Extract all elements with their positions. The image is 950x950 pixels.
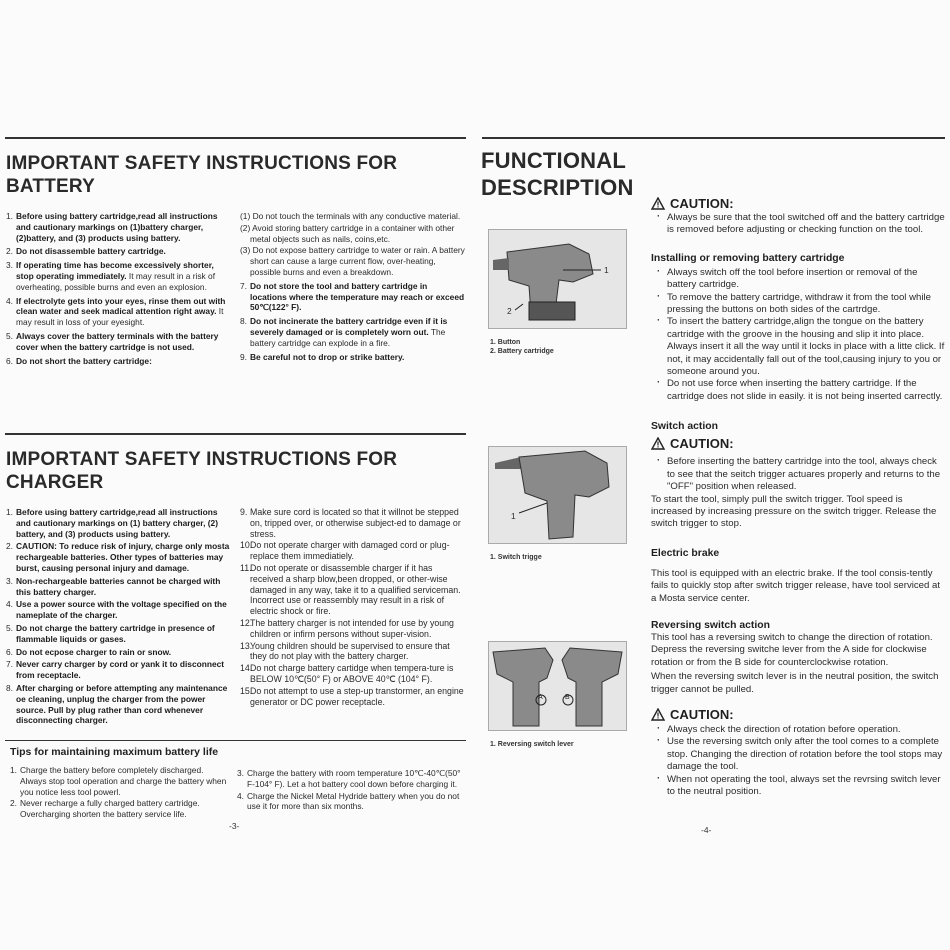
item-text: Never carry charger by cord or yank it to disconnect from receptacle.	[16, 659, 225, 681]
list-item	[6, 647, 230, 658]
bullet-item: · Do not use force when inserting the battery cartridge. If the cartridge does not slide in easily. it is not being inserted carrectly.	[651, 378, 945, 403]
item-number: 13.	[240, 640, 253, 651]
charger-rule	[5, 433, 466, 435]
list-item	[237, 768, 463, 790]
caution3-list	[651, 724, 945, 798]
fig3-caption: 1. Reversing switch lever	[490, 741, 574, 748]
fig2-label-1: 1	[511, 511, 516, 521]
bullet-item: · Always switch off the tool before insertion or removal of the battery cartridge.	[651, 267, 945, 292]
caution1-list	[651, 212, 945, 237]
item-text: Use a power source with the voltage specified on the nameplate of the charger.	[16, 599, 227, 621]
item-text: Do not operate or disassemble charger if it has received a sharp blow,been dropped, or other-wise damaged in any way, take it to a qualified serviceman. Incorrect use or reassembly may result in a risk of electric shock or fire.	[250, 562, 461, 617]
top-rule-right	[482, 137, 945, 139]
bullet-item: · To remove the battery cartridge, withdraw it from the tool while pressing the buttons on both sides of the cartrdge.	[651, 292, 945, 317]
warning-triangle-icon	[651, 708, 665, 721]
item-number: 4.	[6, 599, 13, 610]
list-item	[6, 683, 230, 726]
list-item	[10, 798, 230, 820]
list-item	[6, 356, 230, 367]
reverse-text-2: When the reversing switch lever is in the neutral position, the switch trigger cannot be pulled.	[651, 671, 939, 695]
list-item	[6, 296, 230, 328]
tips-col2	[237, 768, 463, 813]
battery-col2	[240, 211, 466, 365]
item-text: The battery charger is not intended for use by young children or infirm persons without super-vision.	[250, 617, 454, 639]
functional-title-line1: FUNCTIONAL	[481, 148, 626, 173]
item-text: Charge the Nickel Metal Hydride battery when you do not use it for more than six months.	[247, 790, 460, 812]
install-list	[651, 267, 945, 403]
item-text: Charge the battery before completely discharged. Always stop tool operation and charge the battery when you notice less tool powerl.	[20, 765, 227, 797]
list-item	[6, 211, 230, 243]
figure-reversing-switch	[488, 641, 627, 731]
bullet-item: · To insert the battery cartridge,align the tongue on the battery cartridge with the groove in the housing and slip it into place. Always insert it all the way until it locks in place with a litte click. If not, it may accidentally fall out of the tool,causing injury to you or someone around you.	[651, 316, 945, 378]
item-text: Always cover the battery terminals with the battery cover when the battery cartridge is not used.	[16, 330, 219, 352]
item-text: Make sure cord is located so that it willnot be stepped on, tripped over, or otherwise subject-ed to damage or stress.	[250, 507, 461, 539]
item-text: Do not short the battery cartridge:	[16, 355, 152, 366]
item-text: After charging or before attempting any maintenance oe cleaning, unplug the charger from the power source. Pull by plug rather than cord whenever disconnecting charger.	[16, 682, 228, 726]
caution-heading-3	[651, 707, 945, 722]
item-number: 4.	[6, 295, 13, 306]
item-text: Before using battery cartridge,read all instructions and cautionary markings on (1)battery charger, (2)battery, and (3) products using battery.	[16, 211, 218, 243]
item-number: 1.	[6, 211, 13, 221]
top-rule-left	[5, 137, 466, 139]
item-text: Charge the battery with room temperature 10℃-40℃(50° F-104° F). Let a hot battery cool down before charging it.	[247, 768, 461, 789]
item-number: 10.	[240, 540, 253, 551]
item-number: 7.	[6, 659, 13, 670]
item-text: Never recharge a fully charged battery cartridge. Overcharging shorten the battery service life.	[20, 798, 200, 820]
list-item	[10, 765, 230, 797]
drill-illustration-2	[489, 447, 626, 543]
list-item	[6, 599, 230, 621]
item-number: 3.	[237, 768, 244, 778]
charger-col2	[240, 507, 466, 708]
warning-triangle-icon	[651, 437, 665, 450]
list-item	[240, 352, 466, 363]
item-number: 2.	[10, 798, 17, 809]
functional-title-line2: DESCRIPTION	[481, 175, 634, 200]
fig1-caption-2: 2. Battery cartridge	[490, 348, 554, 355]
list-item	[237, 791, 463, 813]
item-number: 8.	[240, 316, 247, 327]
bullet-item: · Always check the direction of rotation before operation.	[651, 724, 945, 736]
item-number: 9.	[240, 351, 247, 362]
fig1-label-2: 2	[507, 306, 512, 316]
caution-label-1: CAUTION:	[670, 196, 734, 211]
list-item	[6, 541, 230, 573]
item-number: 1.	[10, 765, 17, 775]
item-text: If electrolyte gets into your eyes, rinse them out with clean water and seek madical attention right away.	[16, 295, 226, 317]
item-number: 5.	[6, 622, 13, 633]
caution-label-3: CAUTION:	[670, 706, 734, 722]
list-item	[240, 663, 466, 685]
charger-title-line2: CHARGER	[6, 472, 104, 493]
battery-title-line1: IMPORTANT SAFETY INSTRUCTIONS FOR	[6, 153, 398, 174]
charger-title	[6, 448, 466, 494]
list-item	[240, 281, 466, 313]
charger-title-line1: IMPORTANT SAFETY INSTRUCTIONS FOR	[6, 449, 398, 470]
caution-heading-1	[651, 196, 945, 211]
item-text: Do not ecpose charger to rain or snow.	[16, 646, 172, 657]
item-number: 3.	[6, 260, 13, 271]
list-item	[6, 576, 230, 598]
item-number: 11.	[240, 562, 252, 573]
item-note: It may result in loss of your eyesight.	[16, 306, 224, 328]
figure-switch-trigger	[488, 446, 627, 544]
fig1-label-1: 1	[604, 265, 609, 275]
list-item	[6, 331, 230, 353]
list-item	[240, 507, 466, 539]
item-text: Do not disassemble battery cartridge.	[16, 246, 166, 257]
item-text: Do not store the tool and battery cartridge in locations where the temperature may reach or exceed 50℃(122° F).	[250, 280, 465, 313]
sub-item: (1) Do not touch the terminals with any conductive material.	[240, 211, 461, 221]
battery-col1	[6, 211, 230, 369]
list-item	[240, 618, 466, 640]
bullet-item: · Before inserting the battery cartridge into the tool, always check to see that the seitch trigger actuares properly and returns to the "OFF" position when released.	[651, 456, 945, 493]
item-number: 14.	[240, 663, 253, 674]
list-item	[6, 507, 230, 539]
caution-label-2: CAUTION:	[670, 436, 734, 452]
caution-heading-2	[651, 436, 945, 451]
item-number: 5.	[6, 330, 13, 341]
bullet-item: · When not operating the tool, always set the revrsing switch lever to the neutral position.	[651, 774, 945, 799]
item-number: 15.	[240, 685, 253, 696]
item-text: Before using battery cartridge,read all instructions and cautionary markings on (1) battery charger, (2) battery, and (3) products using battery.	[16, 507, 218, 539]
item-text: Be careful not to drop or strike battery.	[250, 351, 405, 362]
list-item	[240, 641, 466, 663]
warning-triangle-icon	[651, 197, 665, 210]
battery-title-line2: BATTERY	[6, 176, 96, 197]
list-item	[240, 540, 466, 562]
item-number: 2.	[6, 541, 13, 552]
item-number: 4.	[237, 790, 244, 801]
reverse-text-1: This tool has a reversing switch to change the direction of rotation. Depress the reversing switche lever from the A side for clockwise rotation or from the B side for counterclockwise rotation.	[651, 631, 933, 668]
reverse-title: Reversing switch action	[651, 619, 770, 631]
item-note: It may result in a risk of overheating, possible burns and even an explosion.	[16, 270, 216, 292]
install-title: Installing or removing battery cartridge	[651, 252, 845, 264]
charger-col1	[6, 507, 230, 728]
bullet-item: · Use the reversing switch only after the tool comes to a complete stop. Changing the direction of rotation before the tool stops may damage the tool.	[651, 736, 945, 773]
fig3-label-B: B	[565, 694, 570, 701]
tips-rule	[5, 740, 466, 741]
battery-col2-numbered	[240, 281, 466, 363]
drill-illustration-3	[489, 642, 626, 730]
functional-title	[481, 147, 634, 201]
list-item	[240, 686, 466, 708]
tips-col1	[10, 765, 230, 821]
battery-title	[6, 152, 466, 198]
list-item	[6, 246, 230, 257]
item-text: Young children should be supervised to ensure that they do not play with the battery charger.	[250, 640, 450, 662]
page-number-left: -3-	[229, 821, 240, 831]
switch-text: To start the tool, simply pull the switch trigger. Tool speed is increased by increasing pressure on the switch trigger. Release the switch trigger to stop.	[651, 493, 937, 530]
fig1-caption-1: 1. Button	[490, 339, 521, 346]
item-text: CAUTION: To reduce risk of injury, charge only mosta rechargeable batteries. Other types of batteries may burst, causing personal injury and damage.	[16, 541, 230, 573]
item-number: 3.	[6, 575, 13, 586]
fig3-label-A: A	[538, 694, 543, 701]
item-number: 2.	[6, 246, 13, 257]
figure-battery-cartridge	[488, 229, 627, 329]
tips-title: Tips for maintaining maximum battery life	[10, 746, 219, 758]
item-text: Do not charge the battery cartridge in presence of flammable liquids or gases.	[16, 622, 215, 644]
list-item	[6, 659, 230, 681]
list-item	[6, 623, 230, 645]
item-number: 9.	[240, 507, 248, 517]
item-number: 7.	[240, 280, 247, 291]
switch-title: Switch action	[651, 421, 718, 433]
right-column	[651, 196, 945, 798]
sub-item: (2) Avoid storing battery cartridge in a container with other metal objects such as nails, coins,etc.	[240, 222, 455, 244]
item-number: 8.	[6, 682, 13, 693]
list-item	[240, 563, 466, 617]
fig1-caption	[490, 338, 554, 356]
item-text: Do not incinerate the battery cartridge even if it is severely damaged or is completely worn out.	[250, 316, 448, 337]
brake-text: This tool is equipped with an electric brake. If the tool consis-tently fails to quickly stop after switch trigger release, have tool serviced at a Mosta service center.	[651, 567, 941, 604]
sub-item: (3) Do not expose battery cartridge to water or rain. A battery short can cause a large current flow, over-heating, possible burns and even a breakdown.	[240, 245, 465, 277]
list-item	[6, 260, 230, 292]
page-number-right: -4-	[701, 825, 712, 835]
item-text: Do not attempt to use a step-up transtormer, an engine generator or DC power receptacle.	[250, 685, 464, 707]
item-text: Do not operate charger with damaged cord or plug-replace them immediatiely.	[250, 540, 450, 562]
item-text: Non-rechargeable batteries cannot be charged with this battery charger.	[16, 575, 221, 597]
item-number: 1.	[6, 507, 13, 517]
brake-title: Electric brake	[651, 547, 720, 559]
bullet-item: · Always be sure that the tool switched off and the battery cartridge is removed before adjusting or checking function on the tool.	[651, 212, 945, 237]
item-text: Do not charge battery cartidge when tempera-ture is BELOW 10℃(50° F) or ABOVE 40℃ (104° F).	[250, 663, 454, 684]
item-note: The battery cartridge can explode in a fire.	[250, 326, 446, 348]
item-number: 6.	[6, 355, 13, 366]
item-text: If operating time has become excessively shorter, stop operating immediately.	[16, 260, 214, 281]
item-number: 12.	[240, 617, 253, 628]
fig2-caption: 1. Switch trigge	[490, 554, 542, 561]
list-item	[240, 316, 466, 348]
caution2-list	[651, 456, 945, 493]
item-number: 6.	[6, 646, 13, 657]
